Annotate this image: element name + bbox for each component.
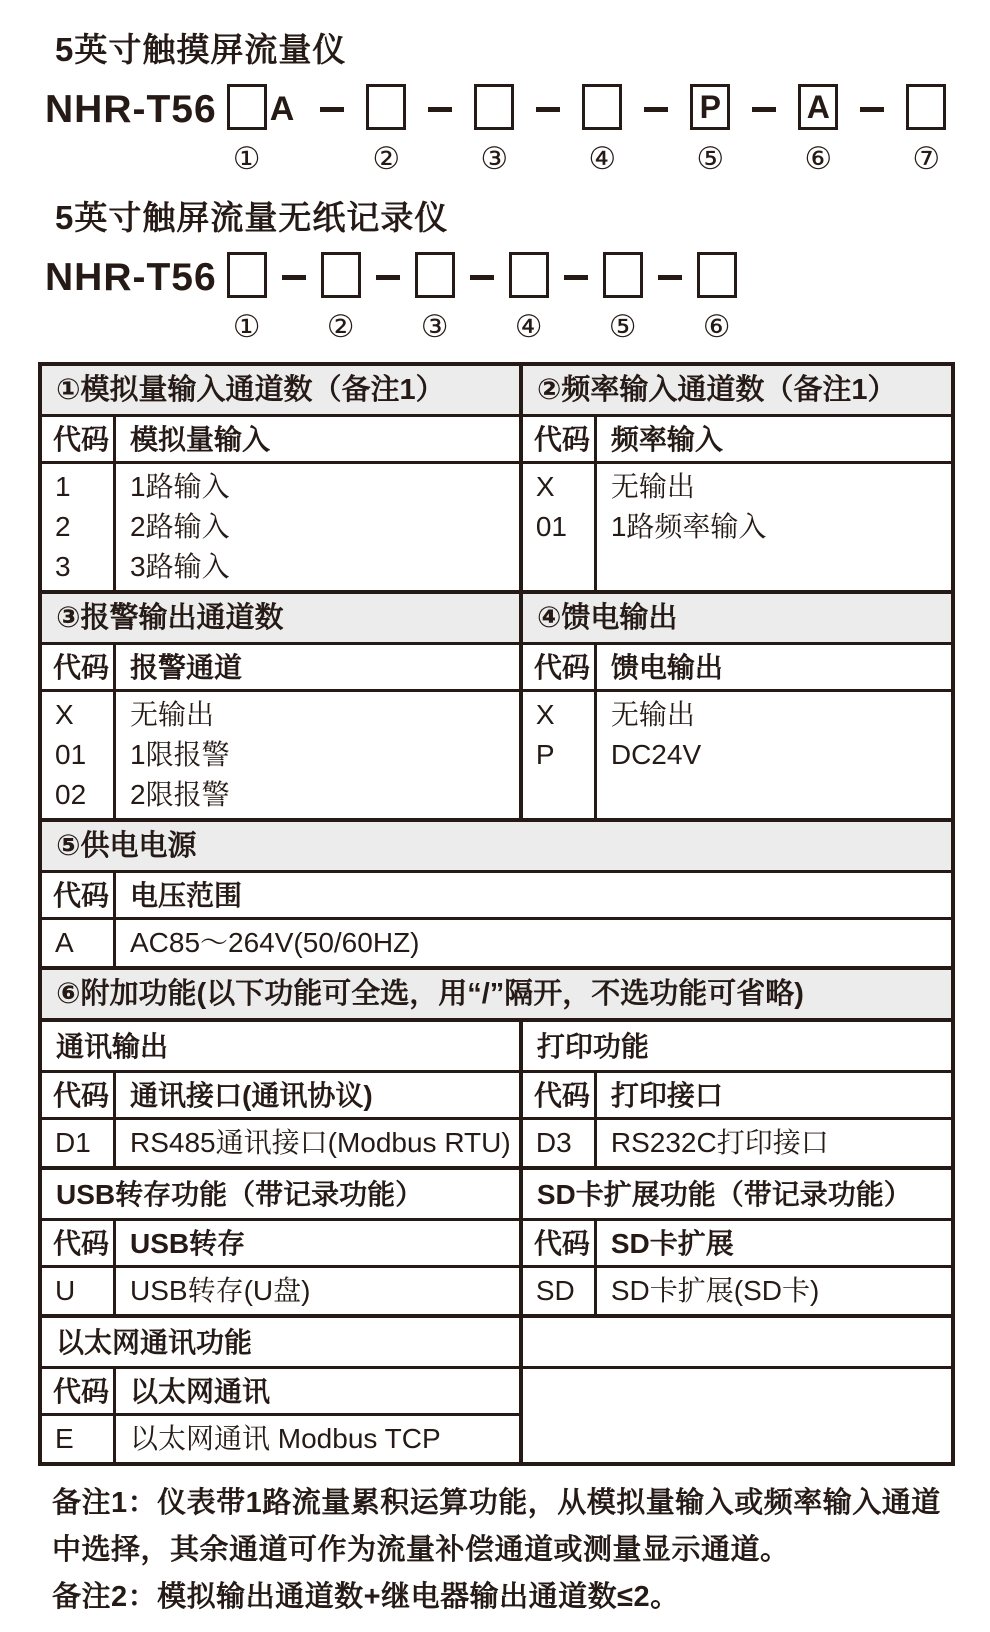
section-title: ⑤供电电源 <box>42 822 951 873</box>
circled-number-6: ⑥ <box>702 309 731 344</box>
code-value: 2 <box>55 511 71 542</box>
desc-value: 无输出 <box>610 699 695 730</box>
model-slot-5 <box>603 252 643 346</box>
section-title: ①模拟量输入通道数（备注1） <box>42 366 519 417</box>
subsection-usb-transfer <box>42 1170 523 1314</box>
circled-number-5: ⑤ <box>696 141 725 176</box>
subsection-empty <box>523 1318 951 1462</box>
desc-value: SD卡扩展(SD卡) <box>610 1275 820 1306</box>
desc-column <box>597 692 951 818</box>
subsection-title: SD卡扩展功能（带记录功能） <box>523 1170 951 1221</box>
desc-value: 无输出 <box>130 699 215 730</box>
column-header-row <box>42 873 951 920</box>
code-header: 代码 <box>42 1073 116 1117</box>
ordering-spec-table <box>38 362 955 1466</box>
section-body <box>523 1268 951 1314</box>
code-header: 代码 <box>42 645 116 689</box>
code-column <box>42 1120 116 1166</box>
desc-header: 电压范围 <box>130 880 243 911</box>
desc-value: 无输出 <box>610 471 695 502</box>
section-row-analog-frequency <box>42 366 951 590</box>
code-header: 代码 <box>42 873 116 917</box>
circled-number-2: ② <box>372 141 401 176</box>
code-column <box>42 920 116 966</box>
code-column <box>523 1268 597 1314</box>
desc-value: 3路输入 <box>130 551 230 582</box>
model-slot-3 <box>474 84 514 178</box>
empty-title-cell <box>523 1318 951 1369</box>
desc-value: 1路输入 <box>130 471 230 502</box>
section-body <box>42 1416 519 1462</box>
code-value: P <box>535 739 555 770</box>
model-code-box-4 <box>509 252 549 298</box>
model-slot-5 <box>690 84 730 178</box>
dash-separator <box>644 107 668 112</box>
model-slot-7 <box>906 84 946 178</box>
code-column <box>523 464 597 590</box>
code-header: 代码 <box>42 417 116 461</box>
model-slot-4 <box>582 84 622 178</box>
code-value: X <box>535 699 555 730</box>
code-header: 代码 <box>523 1073 597 1117</box>
subsection-comm-output <box>42 1022 523 1166</box>
model-code-box-5: P <box>690 84 730 130</box>
product2-title: 5英寸触屏流量无纸记录仪 <box>55 199 449 236</box>
dash-separator <box>320 107 344 112</box>
code-value: X <box>535 471 555 502</box>
product1-model-line <box>45 84 990 178</box>
code-column <box>523 1120 597 1166</box>
model-slot-2 <box>321 252 361 346</box>
circled-number-5: ⑤ <box>608 309 637 344</box>
column-header-row <box>523 645 951 692</box>
circled-number-3: ③ <box>480 141 509 176</box>
circled-number-2: ② <box>326 309 355 344</box>
dash-separator <box>536 107 560 112</box>
dash-separator <box>428 107 452 112</box>
desc-header: USB转存 <box>130 1228 246 1259</box>
column-header-row <box>42 417 519 464</box>
model-slot-1 <box>227 252 267 346</box>
desc-value: 2路输入 <box>130 511 230 542</box>
section-row-comm-print <box>42 1018 951 1166</box>
code-value: D1 <box>55 1127 91 1158</box>
section-body <box>42 464 519 590</box>
model-code-box-6 <box>697 252 737 298</box>
section-title: ③报警输出通道数 <box>42 594 519 645</box>
code-column <box>42 692 116 818</box>
desc-column <box>116 464 519 590</box>
section-row-alarm-power <box>42 590 951 818</box>
desc-header: 馈电输出 <box>610 652 723 683</box>
model-prefix: NHR-T56 <box>45 256 217 299</box>
desc-column <box>597 1268 951 1314</box>
section-row-usb-sd <box>42 1166 951 1314</box>
desc-value: 以太网通讯 Modbus TCP <box>130 1423 441 1454</box>
desc-header: SD卡扩展 <box>610 1228 734 1259</box>
code-value: 01 <box>55 739 87 770</box>
desc-column <box>597 1120 951 1166</box>
subsection-title: 通讯输出 <box>42 1022 519 1073</box>
desc-column <box>116 1416 519 1462</box>
code-column <box>42 464 116 590</box>
subsection-sd-card <box>523 1170 951 1314</box>
model-slot-3 <box>415 252 455 346</box>
column-header-row <box>42 1221 519 1268</box>
model-code-box-2 <box>321 252 361 298</box>
column-header-row <box>42 645 519 692</box>
section-additional-functions-banner <box>42 966 951 1018</box>
desc-column <box>116 692 519 818</box>
code-column <box>42 1416 116 1462</box>
model-code-box-3 <box>474 84 514 130</box>
model-code-box-3 <box>415 252 455 298</box>
code-header: 代码 <box>523 1221 597 1265</box>
section-title: ⑥附加功能(以下功能可全选，用“/”隔开，不选功能可省略) <box>42 970 951 1018</box>
code-value: X <box>55 699 74 730</box>
desc-column <box>116 1268 519 1314</box>
desc-value: 2限报警 <box>130 779 230 810</box>
code-value: 02 <box>55 779 87 810</box>
product2-model-line <box>45 252 990 346</box>
desc-column <box>116 920 951 966</box>
desc-value: RS232C打印接口 <box>610 1127 829 1158</box>
code-value: E <box>55 1423 74 1454</box>
model-code-box-1 <box>227 252 267 298</box>
code-value: U <box>55 1275 76 1306</box>
section-body <box>42 692 519 818</box>
code-value: D3 <box>535 1127 572 1158</box>
desc-header: 打印接口 <box>610 1080 723 1111</box>
model-code-box-7 <box>906 84 946 130</box>
product1-title: 5英寸触摸屏流量仪 <box>55 31 347 68</box>
model-prefix: NHR-T56 <box>45 88 217 131</box>
model-code-box-4 <box>582 84 622 130</box>
circled-number-4: ④ <box>514 309 543 344</box>
model-slot-4 <box>509 252 549 346</box>
section-analog-input <box>42 366 523 590</box>
model-slot-6 <box>697 252 737 346</box>
desc-header: 报警通道 <box>130 652 243 683</box>
section-row-ethernet <box>42 1314 951 1462</box>
dash-separator <box>564 275 588 280</box>
desc-value: USB转存(U盘) <box>130 1275 311 1306</box>
code-value: SD <box>535 1275 575 1306</box>
footnotes <box>52 1480 947 1621</box>
empty-cell <box>523 1369 951 1462</box>
section-body <box>523 1120 951 1166</box>
section-feed-output <box>523 594 951 818</box>
model-code-box-6: A <box>798 84 838 130</box>
code-value: 1 <box>55 471 71 502</box>
column-header-row <box>42 1073 519 1120</box>
circled-number-1: ① <box>232 309 261 344</box>
desc-value: DC24V <box>610 739 702 770</box>
code-value: 3 <box>55 551 71 582</box>
section-power-supply <box>42 818 951 966</box>
subsection-print-function <box>523 1022 951 1166</box>
circled-number-4: ④ <box>588 141 617 176</box>
subsection-title: 打印功能 <box>523 1022 951 1073</box>
column-header-row <box>523 1221 951 1268</box>
circled-number-7: ⑦ <box>912 141 941 176</box>
section-alarm-output <box>42 594 523 818</box>
dash-separator <box>752 107 776 112</box>
model-code-box-2 <box>366 84 406 130</box>
section-body <box>523 464 951 590</box>
circled-number-6: ⑥ <box>804 141 833 176</box>
desc-header: 以太网通讯 <box>130 1376 271 1407</box>
dash-separator <box>860 107 884 112</box>
code-value: A <box>55 927 74 958</box>
dash-separator <box>376 275 400 280</box>
section-frequency-input <box>523 366 951 590</box>
section-title: ②频率输入通道数（备注1） <box>523 366 951 417</box>
section-body <box>523 692 951 818</box>
desc-header: 频率输入 <box>610 424 723 455</box>
code-header: 代码 <box>523 645 597 689</box>
footnote-1: 备注1：仪表带1路流量累积运算功能，从模拟量输入或频率输入通道中选择，其余通道可作为流量补偿通道或测量显示通道。 <box>52 1487 941 1566</box>
section-body <box>42 920 951 966</box>
circled-number-1: ① <box>232 141 261 176</box>
desc-column <box>116 1120 519 1166</box>
dash-separator <box>282 275 306 280</box>
model-code-box-1 <box>227 84 267 130</box>
circled-number-3: ③ <box>420 309 449 344</box>
code-header: 代码 <box>523 417 597 461</box>
model-slot-2 <box>366 84 406 178</box>
desc-value: 1限报警 <box>130 739 230 770</box>
code-column <box>42 1268 116 1314</box>
desc-header: 通讯接口(通讯协议) <box>130 1080 373 1111</box>
desc-value: 1路频率输入 <box>610 511 767 542</box>
column-header-row <box>42 1369 519 1416</box>
dash-separator <box>470 275 494 280</box>
subsection-ethernet <box>42 1318 523 1462</box>
dash-separator <box>658 275 682 280</box>
desc-value: RS485通讯接口(Modbus RTU) <box>130 1127 511 1158</box>
desc-header: 模拟量输入 <box>130 424 271 455</box>
code-header: 代码 <box>42 1221 116 1265</box>
desc-value: AC85～264V(50/60HZ) <box>130 927 420 958</box>
code-value: 01 <box>535 511 568 542</box>
desc-column <box>597 464 951 590</box>
section-body <box>42 1268 519 1314</box>
model-code-box-5 <box>603 252 643 298</box>
code-header: 代码 <box>42 1369 116 1413</box>
column-header-row <box>523 417 951 464</box>
subsection-title: USB转存功能（带记录功能） <box>42 1170 519 1221</box>
model-slot-1 <box>227 84 267 178</box>
section-title: ④馈电输出 <box>523 594 951 645</box>
footnote-2: 备注2：模拟输出通道数+继电器输出通道数≤2。 <box>52 1581 680 1613</box>
subsection-title: 以太网通讯功能 <box>42 1318 519 1369</box>
model-slot-6 <box>798 84 838 178</box>
code-column <box>523 692 597 818</box>
model-fixed-letter-a: A <box>269 90 295 128</box>
section-body <box>42 1120 519 1166</box>
column-header-row <box>523 1073 951 1120</box>
